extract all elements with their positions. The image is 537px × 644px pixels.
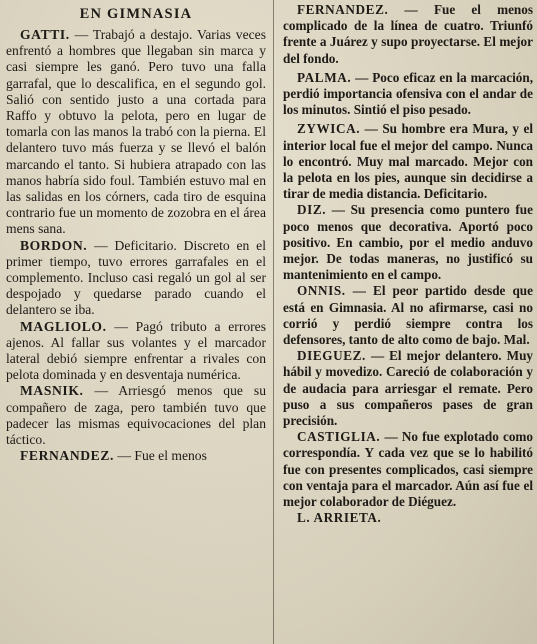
player-rating-text: — El peor partido desde que está en Gimnasia. Al no afirmarse, casi no corrió y perdió siempre contra los defensores, tanto de alto como de bajo. Mal.: [283, 283, 533, 348]
player-rating-paragraph: [6, 383, 266, 448]
player-rating-paragraph: [6, 319, 266, 384]
right-column: [283, 0, 533, 644]
player-rating-paragraph: [6, 238, 266, 319]
player-name: MAGLIOLO.: [20, 318, 107, 334]
left-column: [6, 0, 266, 644]
player-rating-paragraph: [283, 70, 533, 119]
player-rating-paragraph: [6, 448, 266, 464]
player-name: MASNIK.: [20, 383, 84, 399]
player-rating-text: — Fue el menos complicado de la línea de cuatro. Triunfó frente a Juárez y supo proyectarse. El mejor del fondo.: [283, 2, 533, 66]
player-rating-paragraph: [283, 348, 533, 429]
player-name: GATTI.: [20, 27, 70, 42]
player-rating-paragraph: [283, 202, 533, 283]
player-rating-text: — Arriesgó menos que su compañero de zaga, pero también tuvo que padecer las mismas equivocaciones del plan táctico.: [6, 383, 266, 448]
player-name: ZYWICA.: [297, 121, 361, 137]
player-rating-text: — El mejor delantero. Muy hábil y movedizo. Careció de colaboración y de audacia para arriesgar el remate. Pero puso a sus compañeros pases de gran precisión.: [283, 348, 533, 429]
player-name: ONNIS.: [297, 283, 346, 299]
section-heading: EN GIMNASIA: [79, 6, 193, 22]
player-rating-text: — Su hombre era Mura, y el interior local fue el mejor del campo. Nunca lo encontró. Muy mal marcado. Mejor con la pelota en los pies, aunque sin decidirse a tirar de media distancia. Deficitario.: [283, 121, 533, 202]
column-divider: [273, 0, 274, 644]
player-rating-paragraph: [283, 2, 533, 67]
player-rating-text: — Su presencia como puntero fue poco menos que decorativa. Aportó poco positivo. En cambio, por el medio anduvo mejor. De todas maneras, no justificó su mantenimiento en el campo.: [283, 202, 533, 283]
player-rating-paragraph: [283, 510, 533, 526]
player-name: L. ARRIETA.: [297, 510, 382, 526]
player-name: DIZ.: [297, 202, 327, 218]
player-rating-paragraph: [283, 283, 533, 348]
player-rating-paragraph: [6, 27, 266, 238]
player-rating-text: — Deficitario. Discreto en el primer tiempo, tuvo errores garrafales en el complemento. Incluso casi regaló un gol al ser despojado y quedarse parado cuando el delantero se iba.: [6, 237, 266, 318]
player-rating-text: — No fue explotado como correspondía. Y cada vez que se lo habilitó fue con presentes complicados, casi siempre con ventaja para el marcador. Aún así fue el mejor colaborador de Diéguez.: [283, 429, 533, 510]
player-name: DIEGUEZ.: [297, 348, 366, 364]
player-name: CASTIGLIA.: [297, 429, 381, 445]
player-name: FERNANDEZ.: [297, 2, 389, 17]
player-name: FERNANDEZ.: [20, 448, 114, 464]
player-rating-paragraph: [283, 121, 533, 202]
player-rating-text: — Trabajó a destajo. Varias veces enfrentó a hombres que llegaban sin marca y casi siempre les ganó. Pero tuvo una falla garrafal, que lo descalifica, en el segundo gol. Salió con sentido justo a una cortada para Raffo y obtuvo la pelota, pero en lugar de tomarla con las manos la trabó con la pierna. El delantero tuvo más fuerza y se llevó el balón marcando el tanto. Si hubiera atrapado con las manos habría sido foul. También estuvo mal en las salidas en los córners, cada tiro de esquina contrario fue un momento de zozobra en el área mens sana.: [6, 27, 266, 237]
player-name: PALMA.: [297, 69, 352, 85]
player-rating-text: — Pagó tributo a errores ajenos. Al fallar sus volantes y el marcador lateral debió siempre enfrentar a rivales con pelota dominada y en desventaja numérica.: [6, 318, 266, 383]
player-rating-text: — Fue el menos: [114, 448, 207, 464]
player-rating-text: — Poco eficaz en la marcación, perdió importancia ofensiva con el andar de los minutos. Sintió el piso pesado.: [283, 69, 533, 118]
player-name: BORDON.: [20, 237, 88, 253]
player-rating-paragraph: [283, 429, 533, 510]
